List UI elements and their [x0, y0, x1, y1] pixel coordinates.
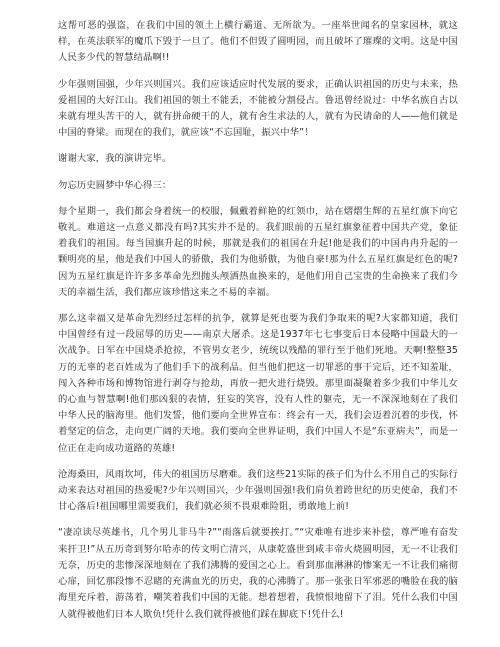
paragraph-closing-thanks: 谢谢大家，我的演讲完毕。	[58, 153, 172, 165]
paragraph-history-reflection: “凄凉读尽英雄书，几个男儿非马牛?”“雨落后就要挨打。”“灾难唯有进步来补偿，尊严唯有奋发来扞卫!”从五历奇到努尔哈赤的传文明亡清兴，从康乾盛世到咸丰帝火烧圆明园，无一不让我们无奈，历史的悲惨深深地刻在了我们沸腾的爱国之心上。看到那血淋淋的惨案无一不让我们痛彻心扉，回忆那段惨不忍睹的充满血光的历史，我的心沸腾了。那一张张日军邪恶的嘴脸在我的脑海里充斥着，游荡着，嘲笑着我们中国的无能。想着想着，我愤恨地留下了泪。凭什么我们中国人就得被他们日本人欺负!凭什么我们就得被他们踩在脚底下!凭什么!	[58, 527, 458, 620]
paragraph-nanjing: 那么这幸福又是革命先烈经过怎样的抗争，就算是死也要为我们争取来的呢?大家都知道，我们中国曾经有过一段屈辱的历史——南京大屠杀。这是1937年七七事变后日本侵略中国最大的一次战争。日军在中国烧杀抢掠，不管男女老少，统统以残酷的罪行至于他们死地。天啊!整整35万的无辜的老百姓成为了他们手下的战利品。但当他们把这一切罪恶的事干完后，还不知羞耻，闯入各种市场和博物馆进行剥夺与抢劫，再放一把火进行烧毁。那里面凝聚着多少我们中华儿女的心血与智慧啊!他们那凶狠的表情，狂妄的笑容，没有人性的躯壳，无一不深深地刻在了我们中华人民的脑海里。他们发誓，他们要向全世界宣布：终会有一天，我们会迈着沉着的步伐，怀着坚定的信念，走向更广阔的天地。我们要向全世界证明，我们中国人不是“东亚病夫”，而是一位正在走向成功道路的英雄!	[58, 313, 458, 454]
paragraph-youth-strong: 少年强则国强，少年兴则国兴。我们应该适应时代发展的要求，正确认识祖国的历史与未来，热爱祖国的大好江山。我们祖国的领土不能丢，不能被分割侵占。鲁迅曾经说过：中华名族自古以来就有埋头苦干的人，就有拼命硬干的人，就有舍生求法的人，就有为民请命的人——他们就是中国的脊梁。而现在的我们，就应该“不忘国耻，振兴中华”！	[58, 78, 458, 139]
paragraph-flag-raising: 每个星期一，我们都会身着统一的校服，佩戴着鲜艳的红领巾，站在熠熠生辉的五星红旗下向它敬礼。难道这一点意义都没有吗?其实并不是的。我们眼前的五星红旗象征着中国共产党，象征着我们的祖国。每当国旗升起的时候，那就是我们的祖国在升起!他是我们的中国冉冉升起的一颗明亮的星，他是我们中国人的骄傲，我们为他骄傲，为他自豪!那为什么五星红旗是红色的呢?因为五星红旗是许许多多革命先烈抛头颅洒热血换来的，是他们用自己宝贵的生命换来了我们今天的幸福生活，我们都应该珍惜这来之不易的幸福。	[58, 205, 458, 298]
paragraph-motherland: 沧海桑田，风雨坎坷，伟大的祖国历尽磨难。我们这些21实际的孩子们为什么不用自己的实际行动来表达对祖国的热爱呢?少年兴则国兴，少年强则国强!我们肩负着跨世纪的历史使命，我们不甘心落后!祖国哪里需要我们，我们就必须不畏艰难险阻，勇敢地上前!	[58, 468, 458, 513]
paragraph-yuanmingyuan: 这帮可恶的强盗，在我们中国的领土上横行霸道、无所欲为。一座举世闻名的皇家园林，就这样，在英法联军的魔爪下毁于一旦了。他们不但毁了圆明园，而且破坏了璀璨的文明。这是中国人民多少代的智慧结晶啊!!	[58, 20, 458, 64]
section-heading: 勿忘历史圆梦中华心得三：	[58, 179, 172, 191]
